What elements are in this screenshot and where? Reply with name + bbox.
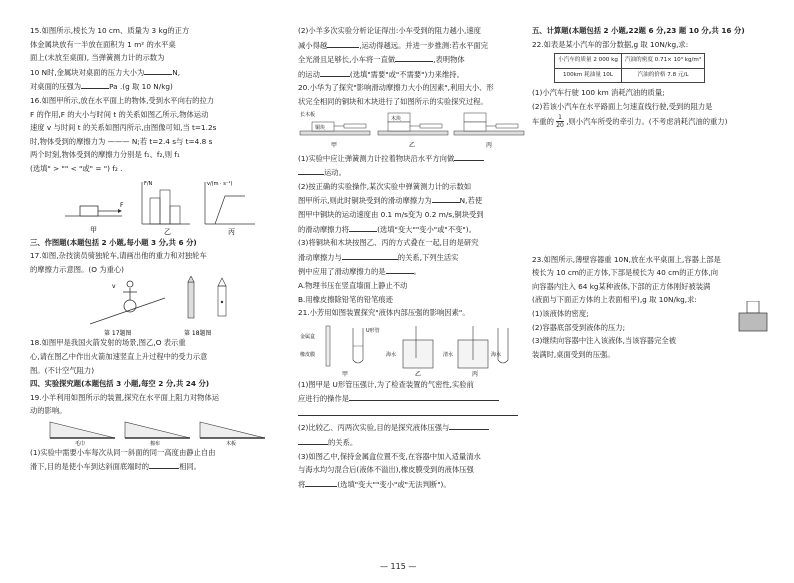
q15-line: 面上(未放至桌面), 当弹簧测力计的示数为 xyxy=(30,53,165,63)
q21-3-line: (3)如图乙中,保持金属盒位置不变,在容器中加入适量清水 xyxy=(298,451,481,461)
fig17-caption: 第 17题图 xyxy=(104,330,132,337)
fraction xyxy=(556,114,564,129)
fig20-label-yi: 乙 xyxy=(409,141,416,149)
fig18-caption: 第 18题图 xyxy=(184,330,212,337)
fig19-towel: 毛巾 xyxy=(75,440,86,446)
fig20-label-bing: 丙 xyxy=(486,141,493,149)
fig20-copper: 铜块 xyxy=(315,124,326,131)
fig21-seawater-2: 海水 xyxy=(491,351,502,358)
figure-19 xyxy=(30,418,270,446)
fig16-label-bing: 丙 xyxy=(228,227,235,236)
q23-2-line: (2)容器底部受到液体的压力; xyxy=(532,322,626,332)
fig21-label-jia: 甲 xyxy=(342,370,349,378)
fig20-board-label: 长木板 xyxy=(300,111,316,118)
q16-line: 时,物体受到的摩擦力为 ——— N;若 t=2.4 s与 t=4.8 s xyxy=(30,136,213,146)
answer-blank xyxy=(144,65,172,75)
q22-2-line: 车重的 $\frac{1}{20}$ ,则小汽车所受的牵引力。(不考虑消耗汽油的重力) xyxy=(532,114,728,130)
section-4-heading: 四、实验探究题(本题包括 3 小题,每空 2 分,共 24 分) xyxy=(30,379,210,389)
figure-17-18-diagram xyxy=(30,276,270,336)
fig16-axis-v: v/(m · s⁻¹) xyxy=(207,180,233,187)
q18-line: 图。(不计空气阻力) xyxy=(30,365,95,375)
fig21-u-tube: U形管 xyxy=(366,327,380,334)
fig21-seawater-1: 海水 xyxy=(386,351,397,358)
fig20-label-jia: 甲 xyxy=(331,141,338,149)
fig16-label-yi: 乙 xyxy=(164,227,171,236)
q16-line: 16.如图甲所示,放在水平面上的物体,受到水平向右的拉力 xyxy=(30,95,215,105)
q15-line: 10 N时,金属块对桌面的压力大小为 N, xyxy=(30,65,270,80)
table-cell: 汽油的价格 7.8 元/L xyxy=(621,68,704,83)
q18-line: 心,请在图乙中作出火箭加速竖直上升过程中的受力示意 xyxy=(30,351,208,361)
fig19-cotton: 棉布 xyxy=(150,440,161,446)
answer-blank xyxy=(395,52,433,62)
q16-line: 速度 v 与时间 t 的关系如图丙所示,由图像可知,当 t=1.2s xyxy=(30,123,217,133)
q20-2-line: (2)按正确的实验操作,某次实验中弹簧测力计的示数如 xyxy=(298,181,472,191)
q23-line: 向容器内注入 64 kg某种液体,下部的正方体刚好被装满 xyxy=(532,281,711,291)
q22-2-line: (2)若该小汽车在水平路面上匀速直线行驶,受到的阻力是 xyxy=(532,101,713,111)
answer-blank xyxy=(454,151,484,161)
q21-2-line: 的关系。 xyxy=(298,435,526,450)
q19-line: 滑下,目的是使小车到达斜面底端时的 相同。 xyxy=(30,459,270,474)
q19-line: 19.小羊利用如图所示的装置,探究在水平面上阻力对物体运 xyxy=(30,392,220,402)
right-column xyxy=(532,24,772,361)
figure-16-diagram xyxy=(30,176,270,236)
q19-2-line: 减小得越 ,运动得越远。并进一步推测:若水平面完 xyxy=(298,38,526,53)
middle-column xyxy=(298,24,526,491)
q16-line: (选填" > "" < "或" = ") f₂ . xyxy=(30,163,123,173)
answer-blank xyxy=(298,165,324,175)
q20-option-a: A.物理书压在竖直墙面上静止不动 xyxy=(298,280,408,290)
q21-1-line: 应进行的操作是 xyxy=(298,391,526,406)
fig21-label-yi: 乙 xyxy=(415,370,422,378)
answer-space xyxy=(532,130,772,253)
q16-line: 两个时刻,物体受到的摩擦力分别是 f₁、f₂,则 f₁ xyxy=(30,150,180,160)
q20-option-b: B.用橡皮擦除铅笔的铅笔痕迹 xyxy=(298,294,393,304)
q21-1-line xyxy=(298,406,526,421)
answer-blank xyxy=(349,222,377,232)
table-cell: 小汽车的质量 2 000 kg xyxy=(555,54,622,69)
q19-2-line: 的运动 (选填"需要"或"不需要")力来维持。 xyxy=(298,67,526,82)
q20-line: 20.小华为了探究"影响滑动摩擦力大小的因素",利用大小、形 xyxy=(298,83,494,93)
q19-2-line: 全光滑且足够长,小车将一直做 ,表明物体 xyxy=(298,52,526,67)
figure-23-container xyxy=(738,301,768,333)
answer-blank xyxy=(149,459,179,469)
answer-blank xyxy=(320,67,350,77)
fig21-metal-box: 金属盒 xyxy=(300,333,316,340)
q15-line: 体金属块放有一半放在面积为 1 m² 的水平桌 xyxy=(30,39,176,49)
q23-line: 棱长为 10 cm的正方体,下部是棱长为 40 cm的正方体,向 xyxy=(532,268,719,278)
q15-line: 15.如图所示,棱长为 10 cm、质量为 3 kg的正方 xyxy=(30,26,190,35)
answer-blank xyxy=(305,477,337,487)
table-cell: 汽油的密度 0.71× 10³ kg/m³ xyxy=(621,54,704,69)
q20-2-line: 图甲所示,则此时铜块受到的滑动摩擦力为 N,若使 xyxy=(298,193,526,208)
q18-line: 18.如图甲是我国火箭发射的场景,图乙,O 表示重 xyxy=(30,338,186,348)
q17-line: 17.如图,杂技演员骑独轮车,请画出他的重力和对独轮车 xyxy=(30,251,207,261)
fig20-wood: 木块 xyxy=(391,115,402,122)
q23-line: (液面与下面正方体的上表面相平),g 取 10N/kg,求: xyxy=(532,295,697,305)
fig21-label-bing: 丙 xyxy=(472,370,479,378)
fig16-label-jia: 甲 xyxy=(90,225,97,234)
q20-1-line: 运动。 xyxy=(298,165,526,180)
q15-line: 对桌面的压强为 Pa .(g 取 10 N/kg) xyxy=(30,79,270,94)
fig21-freshwater: 清水 xyxy=(443,351,454,358)
q20-1-line: (1)实验中应让弹簧测力计拉着物块沿水平方向做 xyxy=(298,151,526,166)
figure-17-18 xyxy=(30,276,270,336)
q23-1-line: (1)该液体的密度; xyxy=(532,308,589,318)
q19-2-line: (2)小羊多次实验分析论证得出:小车受到的阻力越小,速度 xyxy=(298,26,481,35)
fig16-axis-F: F/N xyxy=(144,180,153,187)
answer-blank xyxy=(327,38,359,48)
answer-blank xyxy=(298,435,328,445)
q23-line: 23.如图所示,薄壁容器重 10N,放在水平桌面上,容器上部是 xyxy=(532,254,721,264)
page-number: — 115 — xyxy=(380,562,417,571)
table-cell: 100km 耗油量 10L xyxy=(555,68,622,83)
answer-blank xyxy=(81,79,109,89)
q17-line: 的摩擦力示意图。(O 为重心) xyxy=(30,264,125,274)
q19-line: 动的影响。 xyxy=(30,406,67,416)
q20-2-line: 图甲中铜块的运动速度由 0.1 m/s变为 0.2 m/s,铜块受到 xyxy=(298,209,484,219)
section-3-heading: 三、作图题(本题包括 2 小题,每小题 3 分,共 6 分) xyxy=(30,237,197,247)
section-5-heading: 五、计算题(本题包括 2 小题,22题 6 分,23 题 10 分,共 16 分) xyxy=(532,26,745,35)
answer-blank xyxy=(342,250,398,260)
answer-blank xyxy=(432,193,460,203)
q20-line: 状完全相同的铜块和木块进行了如图所示的实验探究过程。 xyxy=(298,96,488,106)
q21-3-line: 将 (选填"变大""变小"或"无法判断")。 xyxy=(298,477,526,492)
q23-body xyxy=(532,307,772,361)
answer-blank xyxy=(386,264,414,274)
q21-3-line: 与海水均匀混合后(液体不溢出),橡皮膜受到的液体压强 xyxy=(298,465,474,475)
q22-line: 22.如表是某小汽车的部分数据,g 取 10N/kg,求: xyxy=(532,39,689,49)
fraction-denominator: 20 xyxy=(556,122,564,130)
table-row xyxy=(555,68,705,83)
figure-20 xyxy=(298,109,526,151)
q22-1-line: (1)小汽车行驶 100 km 消耗汽油的质量; xyxy=(532,88,665,98)
q20-3-line: 滑动摩擦力与 的关系,下列生活实 xyxy=(298,250,526,265)
answer-blank xyxy=(449,420,489,430)
figure-16 xyxy=(30,176,270,236)
answer-blank xyxy=(349,391,499,401)
figure-21 xyxy=(298,320,526,378)
figure-21-diagram xyxy=(298,320,526,378)
figure-20-diagram xyxy=(298,109,526,151)
q20-3-line: (3)将铜块和木块按图乙、丙的方式叠在一起,目的是研究 xyxy=(298,238,479,248)
fraction-numerator: 1 xyxy=(558,114,562,122)
q21-1-line: (1)图甲是 U形管压强计,为了检查装置的气密性,实验前 xyxy=(298,379,474,389)
svg-text:F: F xyxy=(120,201,124,209)
q20-3-line: 例中应用了滑动摩擦力的是 。 xyxy=(298,264,526,279)
q23-3-line: (3)继续向容器中注入该液体,当该容器完全被 xyxy=(532,336,676,346)
car-data-table xyxy=(554,53,705,83)
table-row xyxy=(555,54,705,69)
q23-3-line: 装满时,桌面受到的压强。 xyxy=(532,349,615,359)
fig19-wood: 木板 xyxy=(226,440,237,446)
q19-line: (1)实验中需要小车每次从同一斜面的同一高度由静止自由 xyxy=(30,447,216,457)
fig21-membrane: 橡皮膜 xyxy=(300,351,316,358)
q21-2-line: (2)比较乙、丙两次实验,目的是探究液体压强与 xyxy=(298,420,526,435)
q21-line: 21.小芳用如图装置探究"液体内部压强的影响因素"。 xyxy=(298,308,470,318)
q16-line: F 的作用,F 的大小与时间 t 的关系如图乙所示,物体运动 xyxy=(30,109,209,119)
left-column xyxy=(30,24,270,474)
answer-blank xyxy=(298,406,518,416)
svg-text:v: v xyxy=(112,283,116,291)
figure-19-diagram xyxy=(30,418,270,446)
q20-2-line: 的滑动摩擦力将 (选填"变大""变小"或"不变")。 xyxy=(298,222,526,237)
